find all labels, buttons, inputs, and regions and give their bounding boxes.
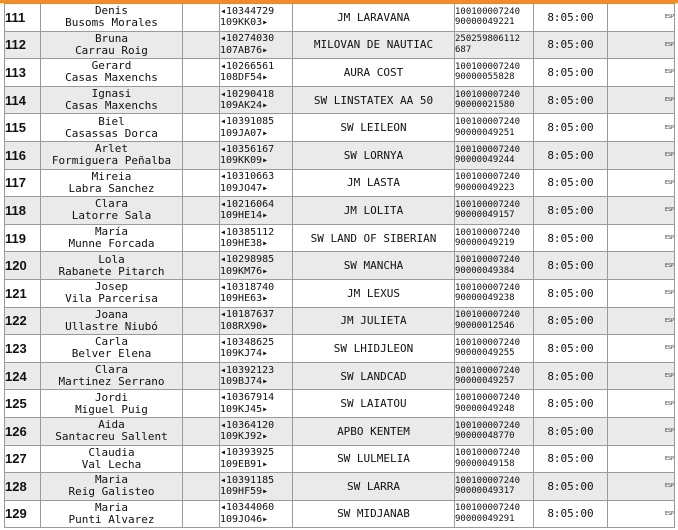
- horse-name: SW LAND OF SIBERIAN: [293, 224, 455, 252]
- rider-license: [220, 169, 293, 197]
- ueln-line-1: 100100007240: [455, 282, 521, 293]
- empty-cell: [183, 59, 220, 87]
- license-number: ◂10344060: [220, 502, 275, 514]
- horse-registration: 109HE63▸: [220, 293, 269, 305]
- rider-license: [220, 335, 293, 363]
- table-row: [5, 307, 675, 335]
- rider-first-name: Aida: [98, 418, 125, 432]
- table-row: [5, 169, 675, 197]
- ueln-line-2: 90000049221: [455, 17, 515, 28]
- table-row: [5, 114, 675, 142]
- horse-ueln: [455, 224, 534, 252]
- horse-registration: 109HE14▸: [220, 210, 269, 222]
- horse-ueln: [455, 86, 534, 114]
- rider-license: [220, 59, 293, 87]
- horse-registration: 109KJ74▸: [220, 348, 269, 360]
- horse-registration: 109KJ45▸: [220, 403, 269, 415]
- ueln-line-1: 100100007240: [455, 61, 521, 72]
- rider-first-name: Arlet: [94, 142, 129, 156]
- ueln-line-2: 90000012546: [455, 320, 515, 331]
- horse-name: AURA COST: [293, 59, 455, 87]
- rider-name: [41, 31, 183, 59]
- bib-number: 124: [5, 362, 41, 390]
- table-row: [5, 141, 675, 169]
- empty-cell: [183, 362, 220, 390]
- rider-name: [41, 252, 183, 280]
- ueln-line-1: 100100007240: [455, 199, 521, 210]
- bib-number: 123: [5, 335, 41, 363]
- rider-last-name: Carrau Roig: [75, 43, 148, 57]
- start-time: 8:05:00: [534, 500, 608, 528]
- rider-last-name: Belver Elena: [71, 347, 152, 361]
- rider-license: [220, 417, 293, 445]
- horse-registration: 109EB91▸: [220, 458, 269, 470]
- ueln-line-1: 100100007240: [455, 475, 521, 486]
- rider-last-name: Miguel Puig: [75, 402, 148, 416]
- rider-last-name: Rabanete Pitarch: [58, 264, 165, 278]
- horse-name: JM JULIETA: [293, 307, 455, 335]
- rider-name: [41, 417, 183, 445]
- rider-first-name: Joana: [94, 307, 129, 321]
- horse-registration: 109AK24▸: [220, 100, 269, 112]
- table-row: [5, 362, 675, 390]
- horse-name: SW MIDJANAB: [293, 500, 455, 528]
- start-time: 8:05:00: [534, 141, 608, 169]
- ueln-line-1: 100100007240: [455, 172, 521, 183]
- rider-first-name: Clara: [94, 363, 129, 377]
- rider-name: [41, 500, 183, 528]
- empty-cell: [183, 335, 220, 363]
- rider-first-name: Clara: [94, 197, 129, 211]
- table-row: [5, 31, 675, 59]
- start-time: 8:05:00: [534, 197, 608, 225]
- nation-flag-icon: ESP: [608, 252, 675, 280]
- bib-number: 125: [5, 390, 41, 418]
- rider-license: [220, 279, 293, 307]
- table-row: [5, 445, 675, 473]
- ueln-line-2: 90000049384: [455, 265, 515, 276]
- bib-number: 120: [5, 252, 41, 280]
- start-time: 8:05:00: [534, 307, 608, 335]
- start-list-rows: [5, 4, 675, 528]
- rider-license: [220, 31, 293, 59]
- ueln-line-1: 100100007240: [455, 365, 521, 376]
- rider-first-name: Claudia: [88, 445, 135, 459]
- rider-first-name: Maria: [94, 473, 129, 487]
- rider-last-name: Casas Maxenchs: [65, 99, 158, 113]
- rider-license: [220, 473, 293, 501]
- bib-number: 128: [5, 473, 41, 501]
- rider-name: [41, 169, 183, 197]
- bib-number: 115: [5, 114, 41, 142]
- bib-number: 113: [5, 59, 41, 87]
- table-row: [5, 224, 675, 252]
- license-number: ◂10298985: [220, 254, 275, 266]
- license-number: ◂10310663: [220, 171, 275, 183]
- horse-ueln: [455, 31, 534, 59]
- ueln-line-2: 687: [455, 44, 472, 55]
- horse-ueln: [455, 169, 534, 197]
- nation-flag-icon: ESP: [608, 86, 675, 114]
- nation-flag-icon: ESP: [608, 417, 675, 445]
- empty-cell: [183, 86, 220, 114]
- horse-name: SW MANCHA: [293, 252, 455, 280]
- ueln-line-1: 100100007240: [455, 255, 521, 266]
- horse-name: SW LINSTATEX AA 50: [293, 86, 455, 114]
- rider-last-name: Casas Maxenchs: [65, 71, 158, 85]
- empty-cell: [183, 114, 220, 142]
- start-time: 8:05:00: [534, 279, 608, 307]
- horse-ueln: [455, 390, 534, 418]
- horse-ueln: [455, 197, 534, 225]
- table-row: [5, 86, 675, 114]
- nation-flag-icon: ESP: [608, 307, 675, 335]
- rider-first-name: Gerard: [91, 59, 132, 73]
- table-row: [5, 335, 675, 363]
- horse-registration: 109JO46▸: [220, 513, 269, 525]
- ueln-line-2: 90000021580: [455, 100, 515, 111]
- ueln-line-1: 100100007240: [455, 144, 521, 155]
- empty-cell: [183, 141, 220, 169]
- table-row: [5, 252, 675, 280]
- rider-license: [220, 500, 293, 528]
- rider-license: [220, 141, 293, 169]
- rider-name: [41, 335, 183, 363]
- ueln-line-1: 100100007240: [455, 117, 521, 128]
- horse-registration: 109HF59▸: [220, 486, 269, 498]
- nation-flag-icon: ESP: [608, 362, 675, 390]
- rider-last-name: Formiguera Peñalba: [51, 154, 172, 168]
- license-number: ◂10391185: [220, 474, 275, 486]
- rider-first-name: Lola: [98, 252, 125, 266]
- nation-flag-icon: ESP: [608, 169, 675, 197]
- bib-number: 129: [5, 500, 41, 528]
- rider-license: [220, 390, 293, 418]
- rider-name: [41, 445, 183, 473]
- ueln-line-2: 90000049219: [455, 238, 515, 249]
- start-time: 8:05:00: [534, 445, 608, 473]
- rider-license: [220, 114, 293, 142]
- ueln-line-2: 90000049317: [455, 486, 515, 497]
- horse-registration: 109JA07▸: [220, 127, 269, 139]
- rider-first-name: Ignasi: [91, 87, 132, 101]
- rider-last-name: Val Lecha: [81, 457, 142, 471]
- horse-ueln: [455, 279, 534, 307]
- horse-name: APBO KENTEM: [293, 417, 455, 445]
- license-number: ◂10187637: [220, 309, 275, 321]
- nation-flag-icon: ESP: [608, 500, 675, 528]
- rider-name: [41, 390, 183, 418]
- rider-name: [41, 224, 183, 252]
- rider-last-name: Labra Sanchez: [68, 181, 155, 195]
- rider-license: [220, 362, 293, 390]
- rider-name: [41, 59, 183, 87]
- horse-name: SW LEILEON: [293, 114, 455, 142]
- rider-license: [220, 86, 293, 114]
- empty-cell: [183, 4, 220, 32]
- horse-name: SW LANDCAD: [293, 362, 455, 390]
- horse-ueln: [455, 500, 534, 528]
- table-row: [5, 59, 675, 87]
- horse-ueln: [455, 473, 534, 501]
- ueln-line-2: 90000049158: [455, 458, 515, 469]
- rider-first-name: Biel: [98, 114, 125, 128]
- nation-flag-icon: ESP: [608, 335, 675, 363]
- start-time: 8:05:00: [534, 417, 608, 445]
- start-time: 8:05:00: [534, 59, 608, 87]
- horse-name: JM LARAVANA: [293, 4, 455, 32]
- ueln-line-2: 90000055828: [455, 72, 515, 83]
- empty-cell: [183, 31, 220, 59]
- license-number: ◂10367914: [220, 392, 275, 404]
- ueln-line-1: 100100007240: [455, 337, 521, 348]
- nation-flag-icon: ESP: [608, 59, 675, 87]
- ueln-line-2: 90000049223: [455, 182, 515, 193]
- horse-name: SW LORNYA: [293, 141, 455, 169]
- nation-flag-icon: ESP: [608, 390, 675, 418]
- rider-name: [41, 197, 183, 225]
- empty-cell: [183, 279, 220, 307]
- license-number: ◂10356167: [220, 143, 275, 155]
- horse-ueln: [455, 335, 534, 363]
- horse-name: JM LOLITA: [293, 197, 455, 225]
- empty-cell: [183, 307, 220, 335]
- table-row: [5, 417, 675, 445]
- horse-name: MILOVAN DE NAUTIAC: [293, 31, 455, 59]
- horse-registration: 109KK09▸: [220, 155, 269, 167]
- ueln-line-1: 100100007240: [455, 89, 521, 100]
- horse-name: SW LARRA: [293, 473, 455, 501]
- bib-number: 111: [5, 4, 41, 32]
- start-time: 8:05:00: [534, 224, 608, 252]
- license-number: ◂10392123: [220, 364, 275, 376]
- horse-registration: 108DF54▸: [220, 72, 269, 84]
- nation-flag-icon: ESP: [608, 4, 675, 32]
- ueln-line-1: 250259806112: [455, 34, 521, 45]
- rider-license: [220, 4, 293, 32]
- ueln-line-2: 90000049157: [455, 210, 515, 221]
- rider-name: [41, 307, 183, 335]
- horse-registration: 109KM76▸: [220, 265, 269, 277]
- empty-cell: [183, 169, 220, 197]
- rider-license: [220, 445, 293, 473]
- table-row: [5, 500, 675, 528]
- start-time: 8:05:00: [534, 4, 608, 32]
- ueln-line-2: 90000048770: [455, 431, 515, 442]
- ueln-line-2: 90000049248: [455, 403, 515, 414]
- license-number: ◂10266561: [220, 60, 275, 72]
- rider-last-name: Latorre Sala: [71, 209, 152, 223]
- ueln-line-1: 100100007240: [455, 6, 521, 17]
- start-time: 8:05:00: [534, 114, 608, 142]
- license-number: ◂10393925: [220, 447, 275, 459]
- nation-flag-icon: ESP: [608, 473, 675, 501]
- bib-number: 114: [5, 86, 41, 114]
- bib-number: 121: [5, 279, 41, 307]
- horse-name: JM LEXUS: [293, 279, 455, 307]
- ueln-line-2: 90000049244: [455, 155, 515, 166]
- rider-name: [41, 473, 183, 501]
- rider-license: [220, 197, 293, 225]
- bib-number: 119: [5, 224, 41, 252]
- nation-flag-icon: ESP: [608, 279, 675, 307]
- horse-ueln: [455, 141, 534, 169]
- ueln-line-2: 90000049255: [455, 348, 515, 359]
- ueln-line-2: 90000049251: [455, 127, 515, 138]
- rider-last-name: Vila Parcerisa: [65, 292, 158, 306]
- start-time: 8:05:00: [534, 390, 608, 418]
- license-number: ◂10364120: [220, 419, 275, 431]
- bib-number: 118: [5, 197, 41, 225]
- empty-cell: [183, 473, 220, 501]
- license-number: ◂10348625: [220, 336, 275, 348]
- rider-name: [41, 114, 183, 142]
- rider-last-name: Reig Galisteo: [68, 485, 155, 499]
- rider-first-name: Jordi: [94, 390, 129, 404]
- horse-name: SW LHIDJLEON: [293, 335, 455, 363]
- horse-name: SW LAIATOU: [293, 390, 455, 418]
- rider-name: [41, 362, 183, 390]
- license-number: ◂10274030: [220, 33, 275, 45]
- rider-first-name: María: [94, 225, 129, 239]
- bib-number: 117: [5, 169, 41, 197]
- horse-ueln: [455, 417, 534, 445]
- horse-name: JM LASTA: [293, 169, 455, 197]
- rider-first-name: Denis: [94, 4, 129, 18]
- ueln-line-1: 100100007240: [455, 448, 521, 459]
- horse-registration: 109KJ92▸: [220, 431, 269, 443]
- nation-flag-icon: ESP: [608, 114, 675, 142]
- rider-name: [41, 4, 183, 32]
- empty-cell: [183, 445, 220, 473]
- start-time: 8:05:00: [534, 335, 608, 363]
- empty-cell: [183, 417, 220, 445]
- license-number: ◂10391085: [220, 116, 275, 128]
- rider-name: [41, 279, 183, 307]
- empty-cell: [183, 224, 220, 252]
- rider-last-name: Munne Forcada: [68, 237, 155, 251]
- rider-last-name: Casassas Dorca: [65, 126, 158, 140]
- nation-flag-icon: ESP: [608, 31, 675, 59]
- rider-license: [220, 224, 293, 252]
- horse-registration: 109BJ74▸: [220, 376, 269, 388]
- ueln-line-1: 100100007240: [455, 310, 521, 321]
- horse-name: SW LULMELIA: [293, 445, 455, 473]
- empty-cell: [183, 197, 220, 225]
- start-time: 8:05:00: [534, 362, 608, 390]
- rider-last-name: Martinez Serrano: [58, 375, 165, 389]
- start-list-table: [4, 3, 675, 528]
- license-number: ◂10385112: [220, 226, 275, 238]
- ueln-line-1: 100100007240: [455, 227, 521, 238]
- empty-cell: [183, 252, 220, 280]
- ueln-line-2: 90000049257: [455, 376, 515, 387]
- nation-flag-icon: ESP: [608, 141, 675, 169]
- start-time: 8:05:00: [534, 169, 608, 197]
- table-row: [5, 473, 675, 501]
- ueln-line-1: 100100007240: [455, 393, 521, 404]
- license-number: ◂10216064: [220, 198, 275, 210]
- start-time: 8:05:00: [534, 86, 608, 114]
- table-row: [5, 279, 675, 307]
- horse-ueln: [455, 114, 534, 142]
- ueln-line-2: 90000049291: [455, 513, 515, 524]
- horse-registration: 108RX90▸: [220, 320, 269, 332]
- table-row: [5, 197, 675, 225]
- horse-ueln: [455, 252, 534, 280]
- horse-ueln: [455, 4, 534, 32]
- rider-first-name: Mireia: [91, 169, 132, 183]
- ueln-line-1: 100100007240: [455, 503, 521, 514]
- ueln-line-2: 90000049238: [455, 293, 515, 304]
- nation-flag-icon: ESP: [608, 445, 675, 473]
- bib-number: 126: [5, 417, 41, 445]
- bib-number: 112: [5, 31, 41, 59]
- license-number: ◂10344729: [220, 5, 275, 17]
- bib-number: 122: [5, 307, 41, 335]
- horse-ueln: [455, 445, 534, 473]
- license-number: ◂10318740: [220, 281, 275, 293]
- rider-license: [220, 252, 293, 280]
- bib-number: 116: [5, 141, 41, 169]
- nation-flag-icon: ESP: [608, 197, 675, 225]
- table-row: [5, 4, 675, 32]
- rider-first-name: Josep: [94, 280, 129, 294]
- bib-number: 127: [5, 445, 41, 473]
- start-time: 8:05:00: [534, 252, 608, 280]
- rider-last-name: Santacreu Sallent: [55, 430, 168, 444]
- horse-registration: 109HE38▸: [220, 238, 269, 250]
- license-number: ◂10290418: [220, 88, 275, 100]
- horse-ueln: [455, 362, 534, 390]
- start-time: 8:05:00: [534, 473, 608, 501]
- rider-last-name: Busoms Morales: [65, 16, 158, 30]
- nation-flag-icon: ESP: [608, 224, 675, 252]
- rider-name: [41, 141, 183, 169]
- table-row: [5, 390, 675, 418]
- horse-registration: 107AB76▸: [220, 44, 269, 56]
- horse-registration: 109JO47▸: [220, 182, 269, 194]
- start-time: 8:05:00: [534, 31, 608, 59]
- rider-first-name: Carla: [94, 335, 129, 349]
- rider-last-name: Ullastre Niubó: [65, 319, 158, 333]
- empty-cell: [183, 390, 220, 418]
- rider-last-name: Punti Alvarez: [68, 512, 155, 526]
- rider-first-name: Bruna: [94, 31, 129, 45]
- rider-license: [220, 307, 293, 335]
- empty-cell: [183, 500, 220, 528]
- rider-first-name: Maria: [94, 500, 129, 514]
- horse-ueln: [455, 307, 534, 335]
- rider-name: [41, 86, 183, 114]
- horse-ueln: [455, 59, 534, 87]
- ueln-line-1: 100100007240: [455, 420, 521, 431]
- horse-registration: 109KK03▸: [220, 17, 269, 29]
